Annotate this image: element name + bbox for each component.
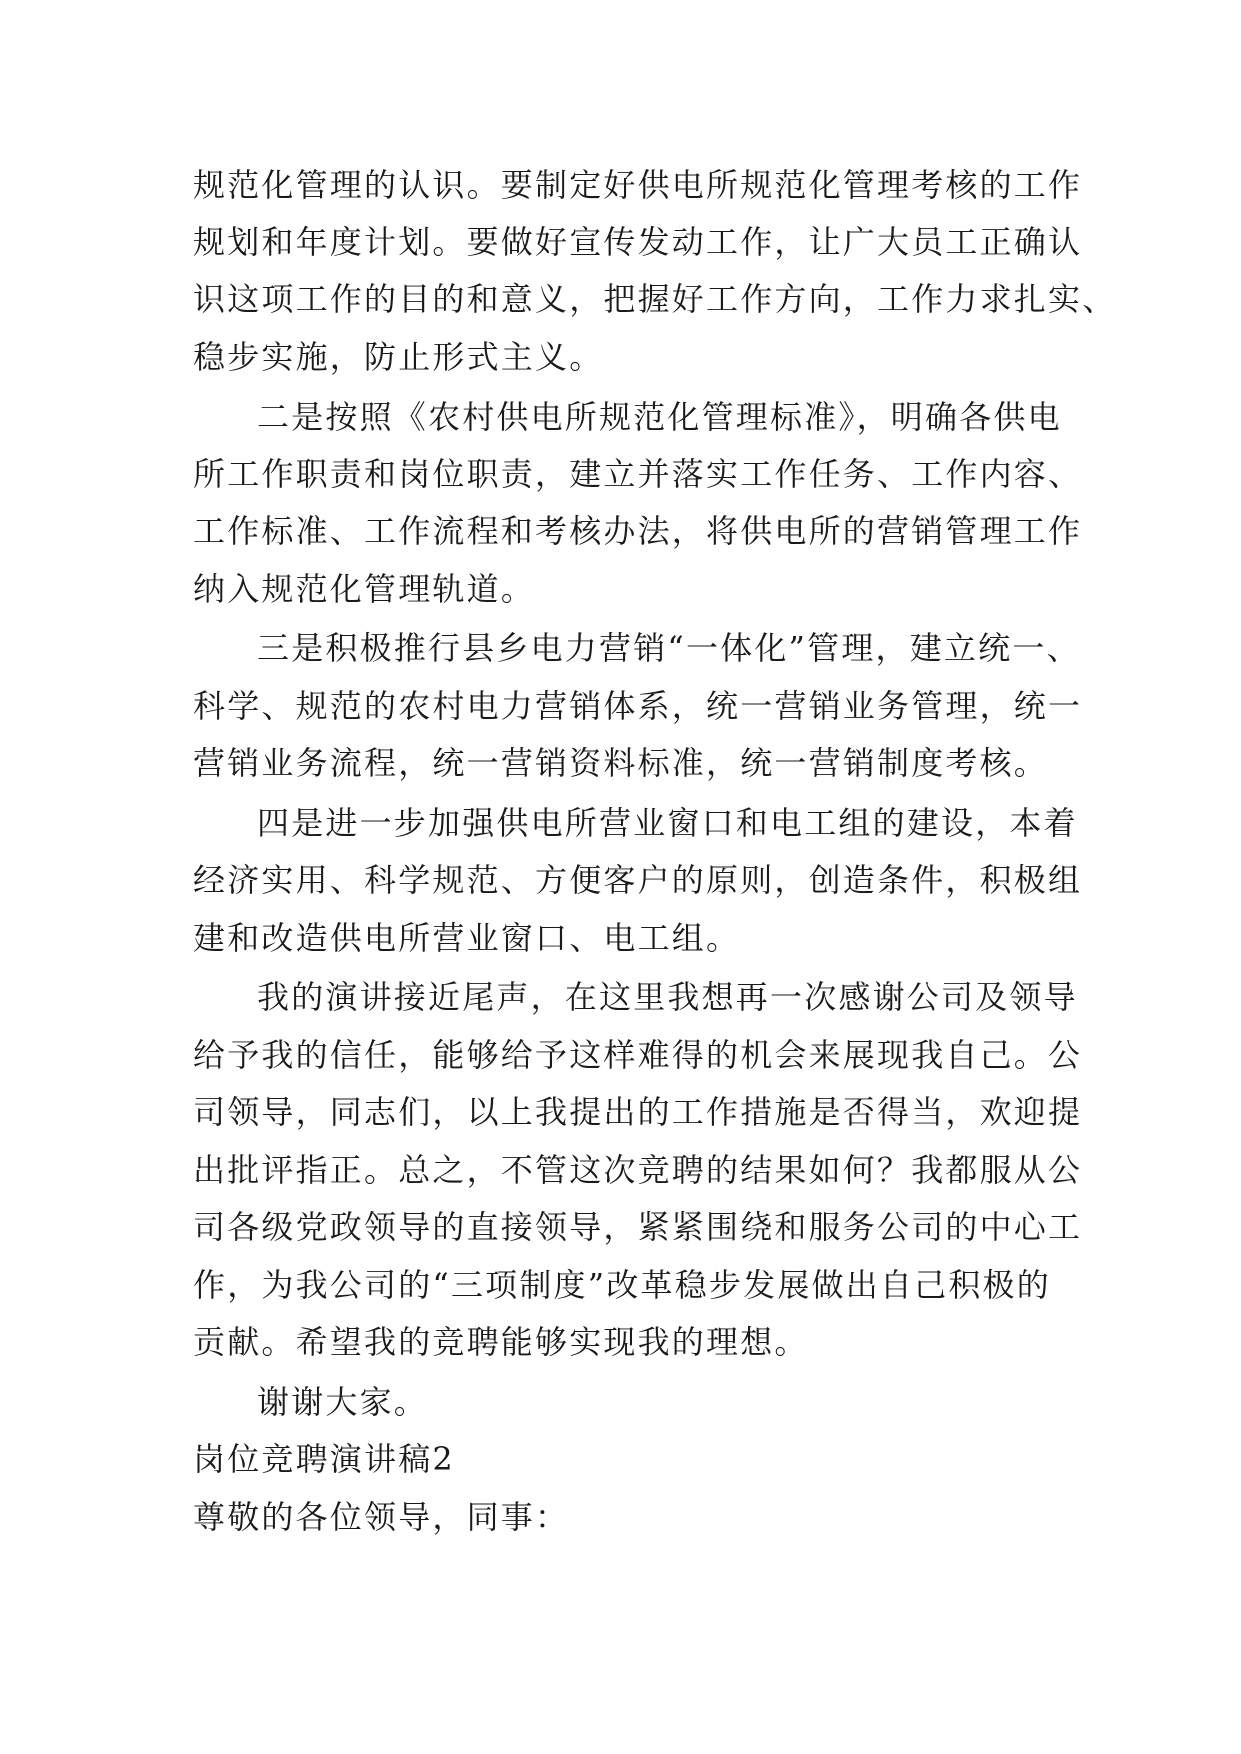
text-line: 经济实用、科学规范、方便客户的原则，创造条件，积极组 [193, 861, 1083, 899]
text-line: 营销业务流程，统一营销资料标准，统一营销制度考核。 [193, 744, 1049, 782]
salutation: 尊敬的各位领导，同事： [193, 1498, 570, 1536]
text-line: 科学、规范的农村电力营销体系，统一营销业务管理，统一 [193, 687, 1083, 725]
text-line: 规划和年度计划。要做好宣传发动工作，让广大员工正确认 [193, 223, 1083, 261]
text-line: 工作标准、工作流程和考核办法，将供电所的营销管理工作 [193, 512, 1083, 550]
text-line: 四是进一步加强供电所营业窗口和电工组的建设，本着 [257, 804, 1078, 842]
text-line: 谢谢大家。 [257, 1383, 429, 1421]
text-line: 稳步实施，防止形式主义。 [193, 338, 604, 376]
text-line: 二是按照《农村供电所规范化管理标准》，明确各供电 [257, 398, 1062, 436]
text-line: 司领导，同志们，以上我提出的工作措施是否得当，欢迎提 [193, 1093, 1083, 1131]
text-line: 所工作职责和岗位职责，建立并落实工作任务、工作内容、 [193, 455, 1083, 493]
text-line: 司各级党政领导的直接领导，紧紧围绕和服务公司的中心工 [193, 1208, 1083, 1246]
text-line: 三是积极推行县乡电力营销“一体化”管理，建立统一、 [257, 629, 1081, 667]
text-line: 识这项工作的目的和意义，把握好工作方向，工作力求扎实、 [193, 280, 1117, 318]
text-line: 出批评指正。总之，不管这次竞聘的结果如何？我都服从公 [193, 1151, 1083, 1189]
text-line: 作，为我公司的“三项制度”改革稳步发展做出自己积极的 [193, 1266, 1051, 1304]
text-line: 给予我的信任，能够给予这样难得的机会来展现我自己。公 [193, 1036, 1083, 1074]
section-heading: 岗位竞聘演讲稿2 [193, 1440, 455, 1478]
text-line: 规范化管理的认识。要制定好供电所规范化管理考核的工作 [193, 166, 1083, 204]
text-line: 贡献。希望我的竞聘能够实现我的理想。 [193, 1323, 809, 1361]
text-line: 纳入规范化管理轨道。 [193, 570, 536, 608]
text-line: 我的演讲接近尾声，在这里我想再一次感谢公司及领导 [257, 978, 1078, 1016]
text-line: 建和改造供电所营业窗口、电工组。 [193, 919, 741, 957]
